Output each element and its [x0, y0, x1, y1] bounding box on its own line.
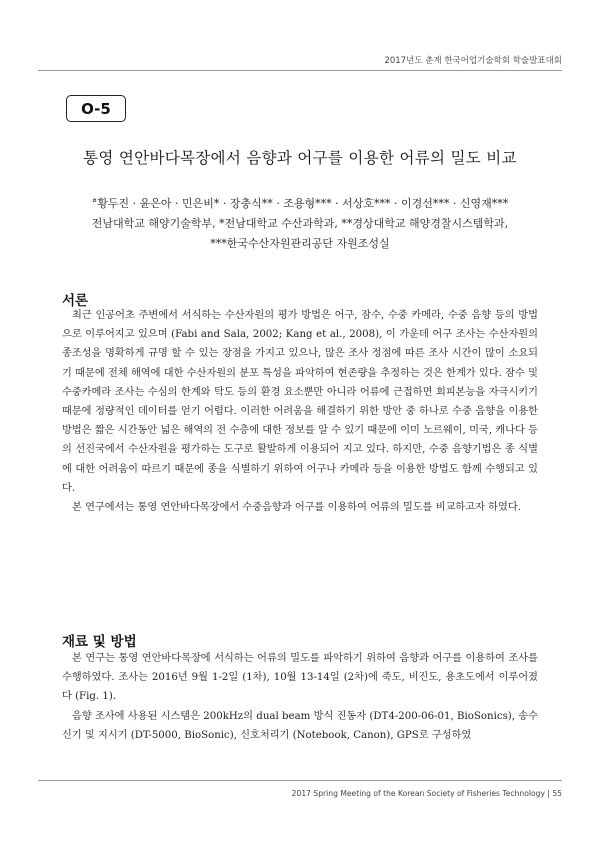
section-heading-methods: 재료 및 방법 [62, 634, 137, 650]
section-heading-intro: 서론 [62, 293, 89, 309]
methods-body [62, 649, 538, 745]
page-footer: 2017 Spring Meeting of the Korean Society of Fisheries Technology | 55 [291, 789, 562, 798]
author-list: °황두진 · 윤은아 · 민은비* · 장충식** · 조용형*** · 서상호*** · 이경선*** · 신영재*** [91, 197, 509, 210]
affiliation-line-2: ***한국수산자원관리공단 자원조성실 [210, 237, 390, 250]
header-divider [38, 70, 562, 71]
intro-paragraph-1: 최근 인공어초 주변에서 서식하는 수산자원의 평가 방법은 어구, 잠수, 수중 카메라, 수중 음향 등의 방법으로 이루어지고 있으며 (Fabi and Sala, 2002; Kang et al., 2008), 이 가운데 어구 조사는 수산자원의 종조성을 명확하게 규명 할 수 있는 장점을 가지고 있으나, 많은 조사 정점에 따른 조사 시간이 많이 소요되기 때문에 전체 해역에 대한 수산자원의 분포 특성을 파악하여 현존량을 추정하는 것은 한계가 있다. 잠수 및 수중카메라 조사는 수심의 한계와 탁도 등의 환경 요소뿐만 아니라 어류에 근접하면 회피본능을 자극시키기 때문에 정량적인 데이터를 얻기 어렵다. 이러한 어려움을 해결하기 위한 방안 중 하나로 수중 음향을 이용한 방법은 짧은 시간동안 넓은 해역의 전 수층에 대한 정보를 알 수 있기 때문에 이미 노르웨이, 미국, 캐나다 등의 선진국에서 수산자원을 평가하는 도구로 활발하게 이용되어 지고 있다. 하지만, 수중 음향기법은 종 식별에 대한 어려움이 따르기 때문에 종을 식별하기 위하여 어구나 카메라 등을 이용한 방법도 함께 수행되고 있다. [62, 310, 538, 494]
paper-title: 통영 연안바다목장에서 음향과 어구를 이용한 어류의 밀도 비교 [83, 149, 517, 167]
author-block [50, 194, 550, 254]
conference-header: 2017년도 춘계 한국어업기술학회 학술발표대회 [384, 56, 562, 66]
intro-body [62, 306, 538, 517]
footer-divider [38, 780, 562, 781]
methods-paragraph-1: 본 연구는 통영 연안바다목장에 서식하는 어류의 밀도를 파악하기 위하여 음향과 어구를 이용하여 조사를 수행하였다. 조사는 2016년 9월 1-2일 (1차), 10월 13-14일 (2차)에 죽도, 비진도, 용초도에서 이루어졌다 (Fig. 1). [62, 653, 538, 703]
intro-paragraph-2: 본 연구에서는 통영 연안바다목장에서 수중음향과 어구를 이용하여 어류의 밀도를 비교하고자 하였다. [72, 502, 521, 514]
methods-paragraph-2: 음향 조사에 사용된 시스템은 200kHz의 dual beam 방식 진동자 (DT4-200-06-01, BioSonics), 송수신기 및 지시기 (DT-5000, BioSonic), 신호처리기 (Notebook, Canon), GPS로 구성하였 [62, 710, 538, 741]
paper-id-badge: O-5 [66, 95, 126, 122]
affiliation-line-1: 전남대학교 해양기술학부, *전남대학교 수산과학과, **경상대학교 해양경찰시스템학과, [91, 217, 509, 230]
